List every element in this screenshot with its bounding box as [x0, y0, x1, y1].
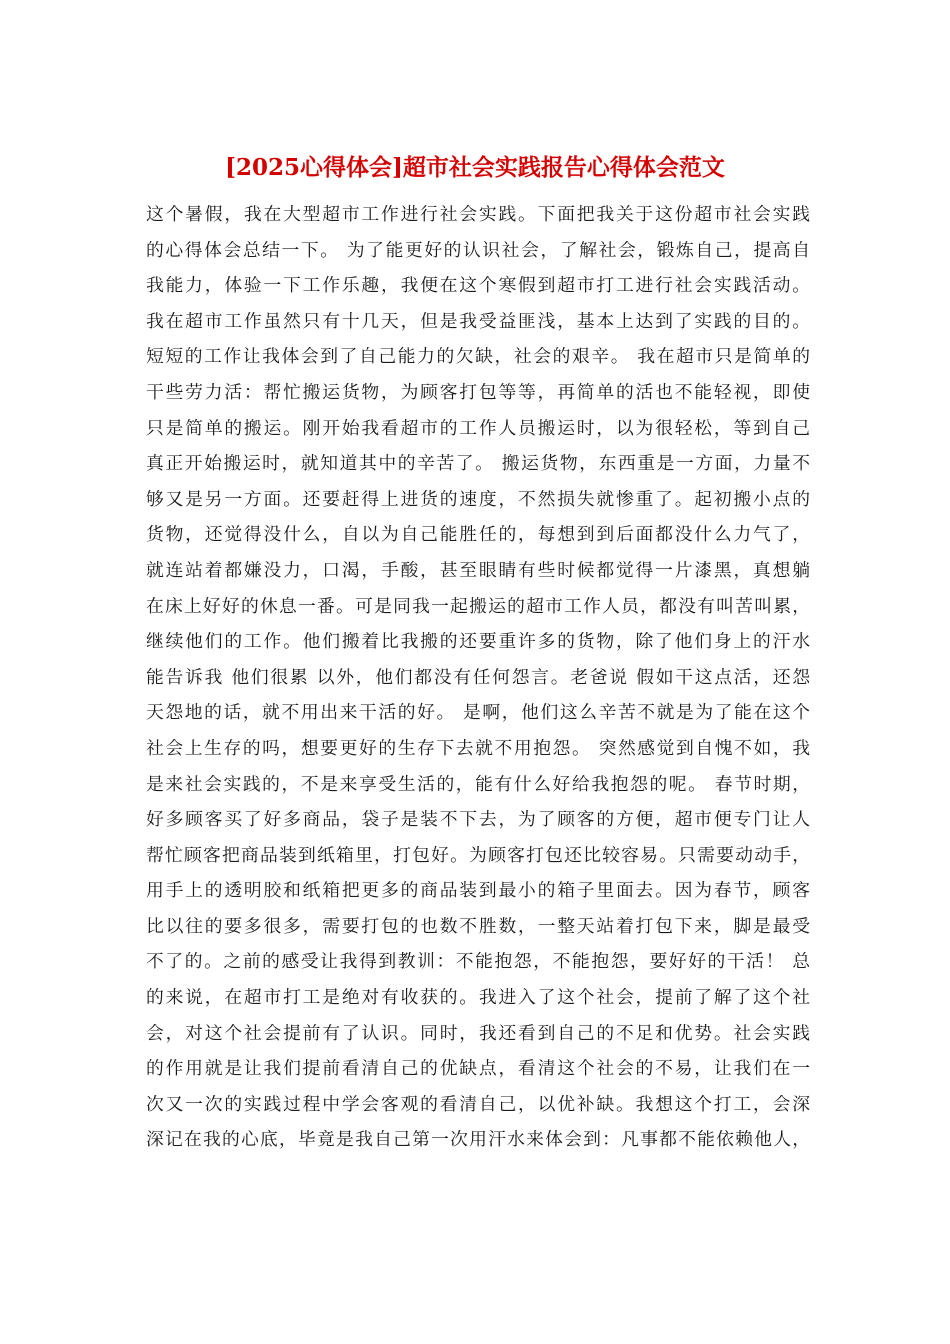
body-text-line: 是来社会实践的，不是来享受生活的，能有什么好给我抱怨的呢。 春节时期， [146, 773, 810, 795]
body-text-line: 的来说，在超市打工是绝对有收获的。我进入了这个社会，提前了解了这个社 [146, 987, 810, 1009]
body-text-line: 会，对这个社会提前有了认识。同时，我还看到自己的不足和优势。社会实践 [146, 1022, 810, 1044]
body-text-line: 能告诉我 他们很累 以外，他们都没有任何怨言。老爸说 假如干这点活，还怨 [146, 666, 810, 688]
body-text-line: 货物，还觉得没什么，自以为自己能胜任的，每想到到后面都没什么力气了， [146, 524, 810, 546]
body-text-line: 天怨地的话，就不用出来干活的好。 是啊，他们这么辛苦不就是为了能在这个 [146, 702, 810, 724]
body-text-line: 够又是另一方面。还要赶得上进货的速度，不然损失就惨重了。起初搬小点的 [146, 488, 810, 510]
body-text-line: 我能力，体验一下工作乐趣，我便在这个寒假到超市打工进行社会实践活动。 [146, 275, 810, 297]
body-text-line: 不了的。之前的感受让我得到教训：不能抱怨，不能抱怨，要好好的干活！ 总 [146, 951, 810, 973]
body-text-line: 我在超市工作虽然只有十几天，但是我受益匪浅，基本上达到了实践的目的。 [146, 310, 810, 332]
body-text-line: 深记在我的心底，毕竟是我自己第一次用汗水来体会到：凡事都不能依赖他人， [146, 1129, 810, 1151]
body-text-line: 的心得体会总结一下。 为了能更好的认识社会，了解社会，锻炼自己，提高自 [146, 239, 810, 261]
body-text-line: 在床上好好的休息一番。可是同我一起搬运的超市工作人员，都没有叫苦叫累， [146, 595, 810, 617]
body-text-line: 好多顾客买了好多商品，袋子是装不下去，为了顾客的方便，超市便专门让人 [146, 809, 810, 831]
body-text-line: 用手上的透明胶和纸箱把更多的商品装到最小的箱子里面去。因为春节，顾客 [146, 880, 810, 902]
document-body [146, 197, 810, 1158]
body-text-line: 短短的工作让我体会到了自己能力的欠缺，社会的艰辛。 我在超市只是简单的 [146, 346, 810, 368]
body-text-line: 的作用就是让我们提前看清自己的优缺点，看清这个社会的不易，让我们在一 [146, 1058, 810, 1080]
body-text-line: 社会上生存的吗，想要更好的生存下去就不用抱怨。 突然感觉到自愧不如，我 [146, 737, 810, 759]
document-title: [2025心得体会]超市社会实践报告心得体会范文 [225, 154, 725, 181]
body-text-line: 干些劳力活：帮忙搬运货物，为顾客打包等等，再简单的活也不能轻视，即使 [146, 381, 810, 403]
body-text-line: 帮忙顾客把商品装到纸箱里，打包好。为顾客打包还比较容易。只需要动动手， [146, 844, 810, 866]
body-text-line: 这个暑假，我在大型超市工作进行社会实践。下面把我关于这份超市社会实践 [146, 204, 810, 225]
body-text-line: 比以往的要多很多，需要打包的也数不胜数，一整天站着打包下来，脚是最受 [146, 915, 810, 937]
body-text-line: 继续他们的工作。他们搬着比我搬的还要重许多的货物，除了他们身上的汗水 [146, 631, 810, 653]
body-text-line: 次又一次的实践过程中学会客观的看清自己，以优补缺。我想这个打工，会深 [146, 1093, 810, 1115]
body-text-line: 就连站着都嫌没力，口渴，手酸，甚至眼睛有些时候都觉得一片漆黑，真想躺 [146, 559, 810, 581]
body-text-line: 真正开始搬运时，就知道其中的辛苦了。 搬运货物，东西重是一方面，力量不 [146, 453, 810, 475]
body-text-line: 只是简单的搬运。刚开始我看超市的工作人员搬运时，以为很轻松，等到自己 [146, 417, 810, 439]
